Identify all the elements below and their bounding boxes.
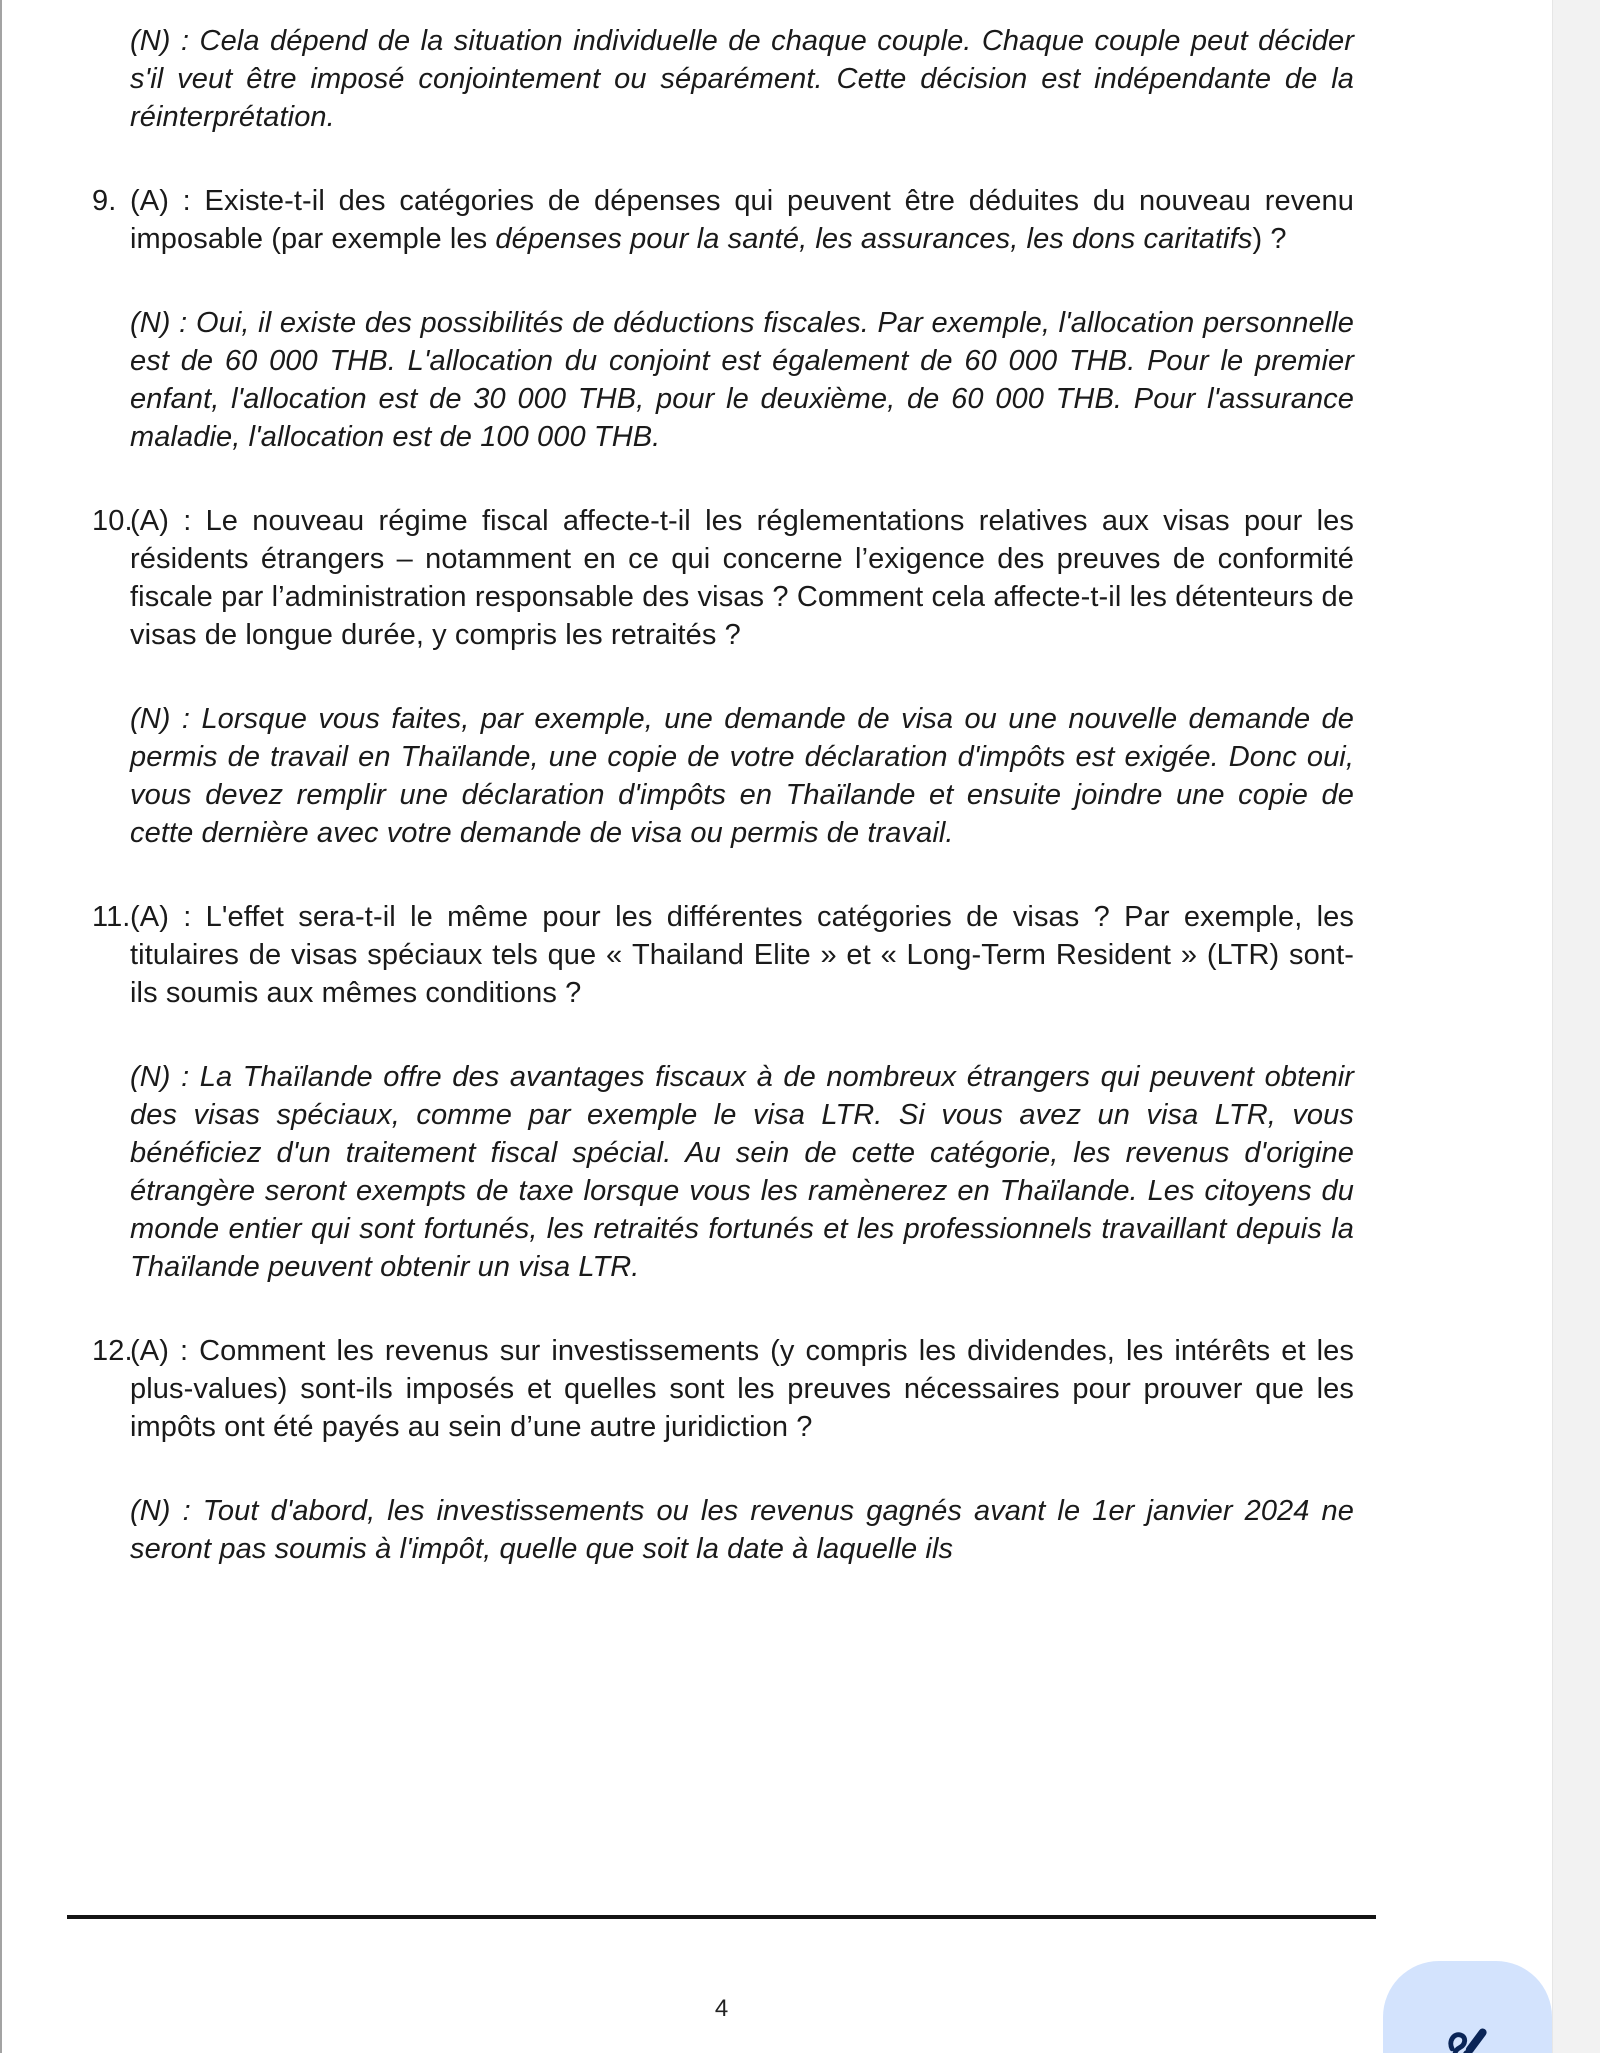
text-segment: dépenses pour la santé, les assurances, les dons caritatifs	[495, 223, 1253, 255]
list-number: 11.	[92, 901, 131, 933]
text-segment: (A) : Comment les revenus sur investissements (y compris les dividendes, les intérêts et les plus-values) sont-ils imposés et quelles sont les preuves nécessaires pour prouver que les impôts ont été payés au sein d’une autre juridiction ?	[130, 1335, 1354, 1443]
question-block	[92, 182, 1354, 258]
answer-block	[130, 700, 1354, 852]
text-segment: (A) : Existe-t-il des catégories de dépenses qui peuvent être déduites du nouveau revenu imposable (par exemple les	[130, 185, 1354, 255]
annotate-fab[interactable]	[1383, 1961, 1552, 2053]
list-number: 12.	[92, 1335, 133, 1367]
text-segment: (N) : Lorsque vous faites, par exemple, une demande de visa ou une nouvelle demande de permis de travail en Thaïlande, une copie de votre déclaration d'impôts est exigée. Donc oui, vous devez remplir une déclaration d'impôts en Thaïlande et ensuite joindre une copie de cette dernière avec votre demande de visa ou permis de travail.	[130, 703, 1354, 849]
text-segment: (A) : L'effet sera-t-il le même pour les différentes catégories de visas ? Par exemple, les titulaires de visas spéciaux tels que « Thailand Elite » et « Long-Term Resident » (LTR) sont-ils soumis aux mêmes conditions ?	[130, 901, 1354, 1009]
answer-block	[130, 1058, 1354, 1286]
list-number: 9.	[92, 185, 117, 217]
footer-rule	[67, 1915, 1376, 1919]
list-number: 10.	[92, 505, 133, 537]
document-content	[92, 22, 1354, 1568]
text-segment: (N) : Cela dépend de la situation individuelle de chaque couple. Chaque couple peut décider s'il veut être imposé conjointement ou séparément. Cette décision est indépendante de la réinterprétation.	[130, 25, 1354, 133]
text-segment: (A) : Le nouveau régime fiscal affecte-t-il les réglementations relatives aux visas pour les résidents étrangers – notamment en ce qui concerne l’exigence des preuves de conformité fiscale par l’administration responsable des visas ? Comment cela affecte-t-il les détenteurs de visas de longue durée, y compris les retraités ?	[130, 505, 1354, 651]
page-number: 4	[714, 1995, 729, 2022]
text-segment: (N) : La Thaïlande offre des avantages fiscaux à de nombreux étrangers qui peuvent obtenir des visas spéciaux, comme par exemple le visa LTR. Si vous avez un visa LTR, vous bénéficiez d'un traitement fiscal spécial. Au sein de cette catégorie, les revenus d'origine étrangère seront exempts de taxe lorsque vous les ramènerez en Thaïlande. Les citoyens du monde entier qui sont fortunés, les retraités fortunés et les professionnels travaillant depuis la Thaïlande peuvent obtenir un visa LTR.	[130, 1061, 1354, 1283]
ink-pen-icon	[1439, 2011, 1495, 2053]
answer-block	[130, 22, 1354, 136]
text-segment: (N) : Oui, il existe des possibilités de déductions fiscales. Par exemple, l'allocation personnelle est de 60 000 THB. L'allocation du conjoint est également de 60 000 THB. Pour le premier enfant, l'allocation est de 30 000 THB, pour le deuxième, de 60 000 THB. Pour l'assurance maladie, l'allocation est de 100 000 THB.	[130, 307, 1354, 453]
answer-block	[130, 1492, 1354, 1568]
answer-block	[130, 304, 1354, 456]
text-segment: (N) : Tout d'abord, les investissements ou les revenus gagnés avant le 1er janvier 2024 ne seront pas soumis à l'impôt, quelle que soit la date à laquelle ils	[130, 1495, 1354, 1565]
question-block	[92, 1332, 1354, 1446]
viewer-background	[1552, 0, 1600, 2053]
text-segment: ) ?	[1252, 223, 1287, 255]
question-block	[92, 898, 1354, 1012]
question-block	[92, 502, 1354, 654]
